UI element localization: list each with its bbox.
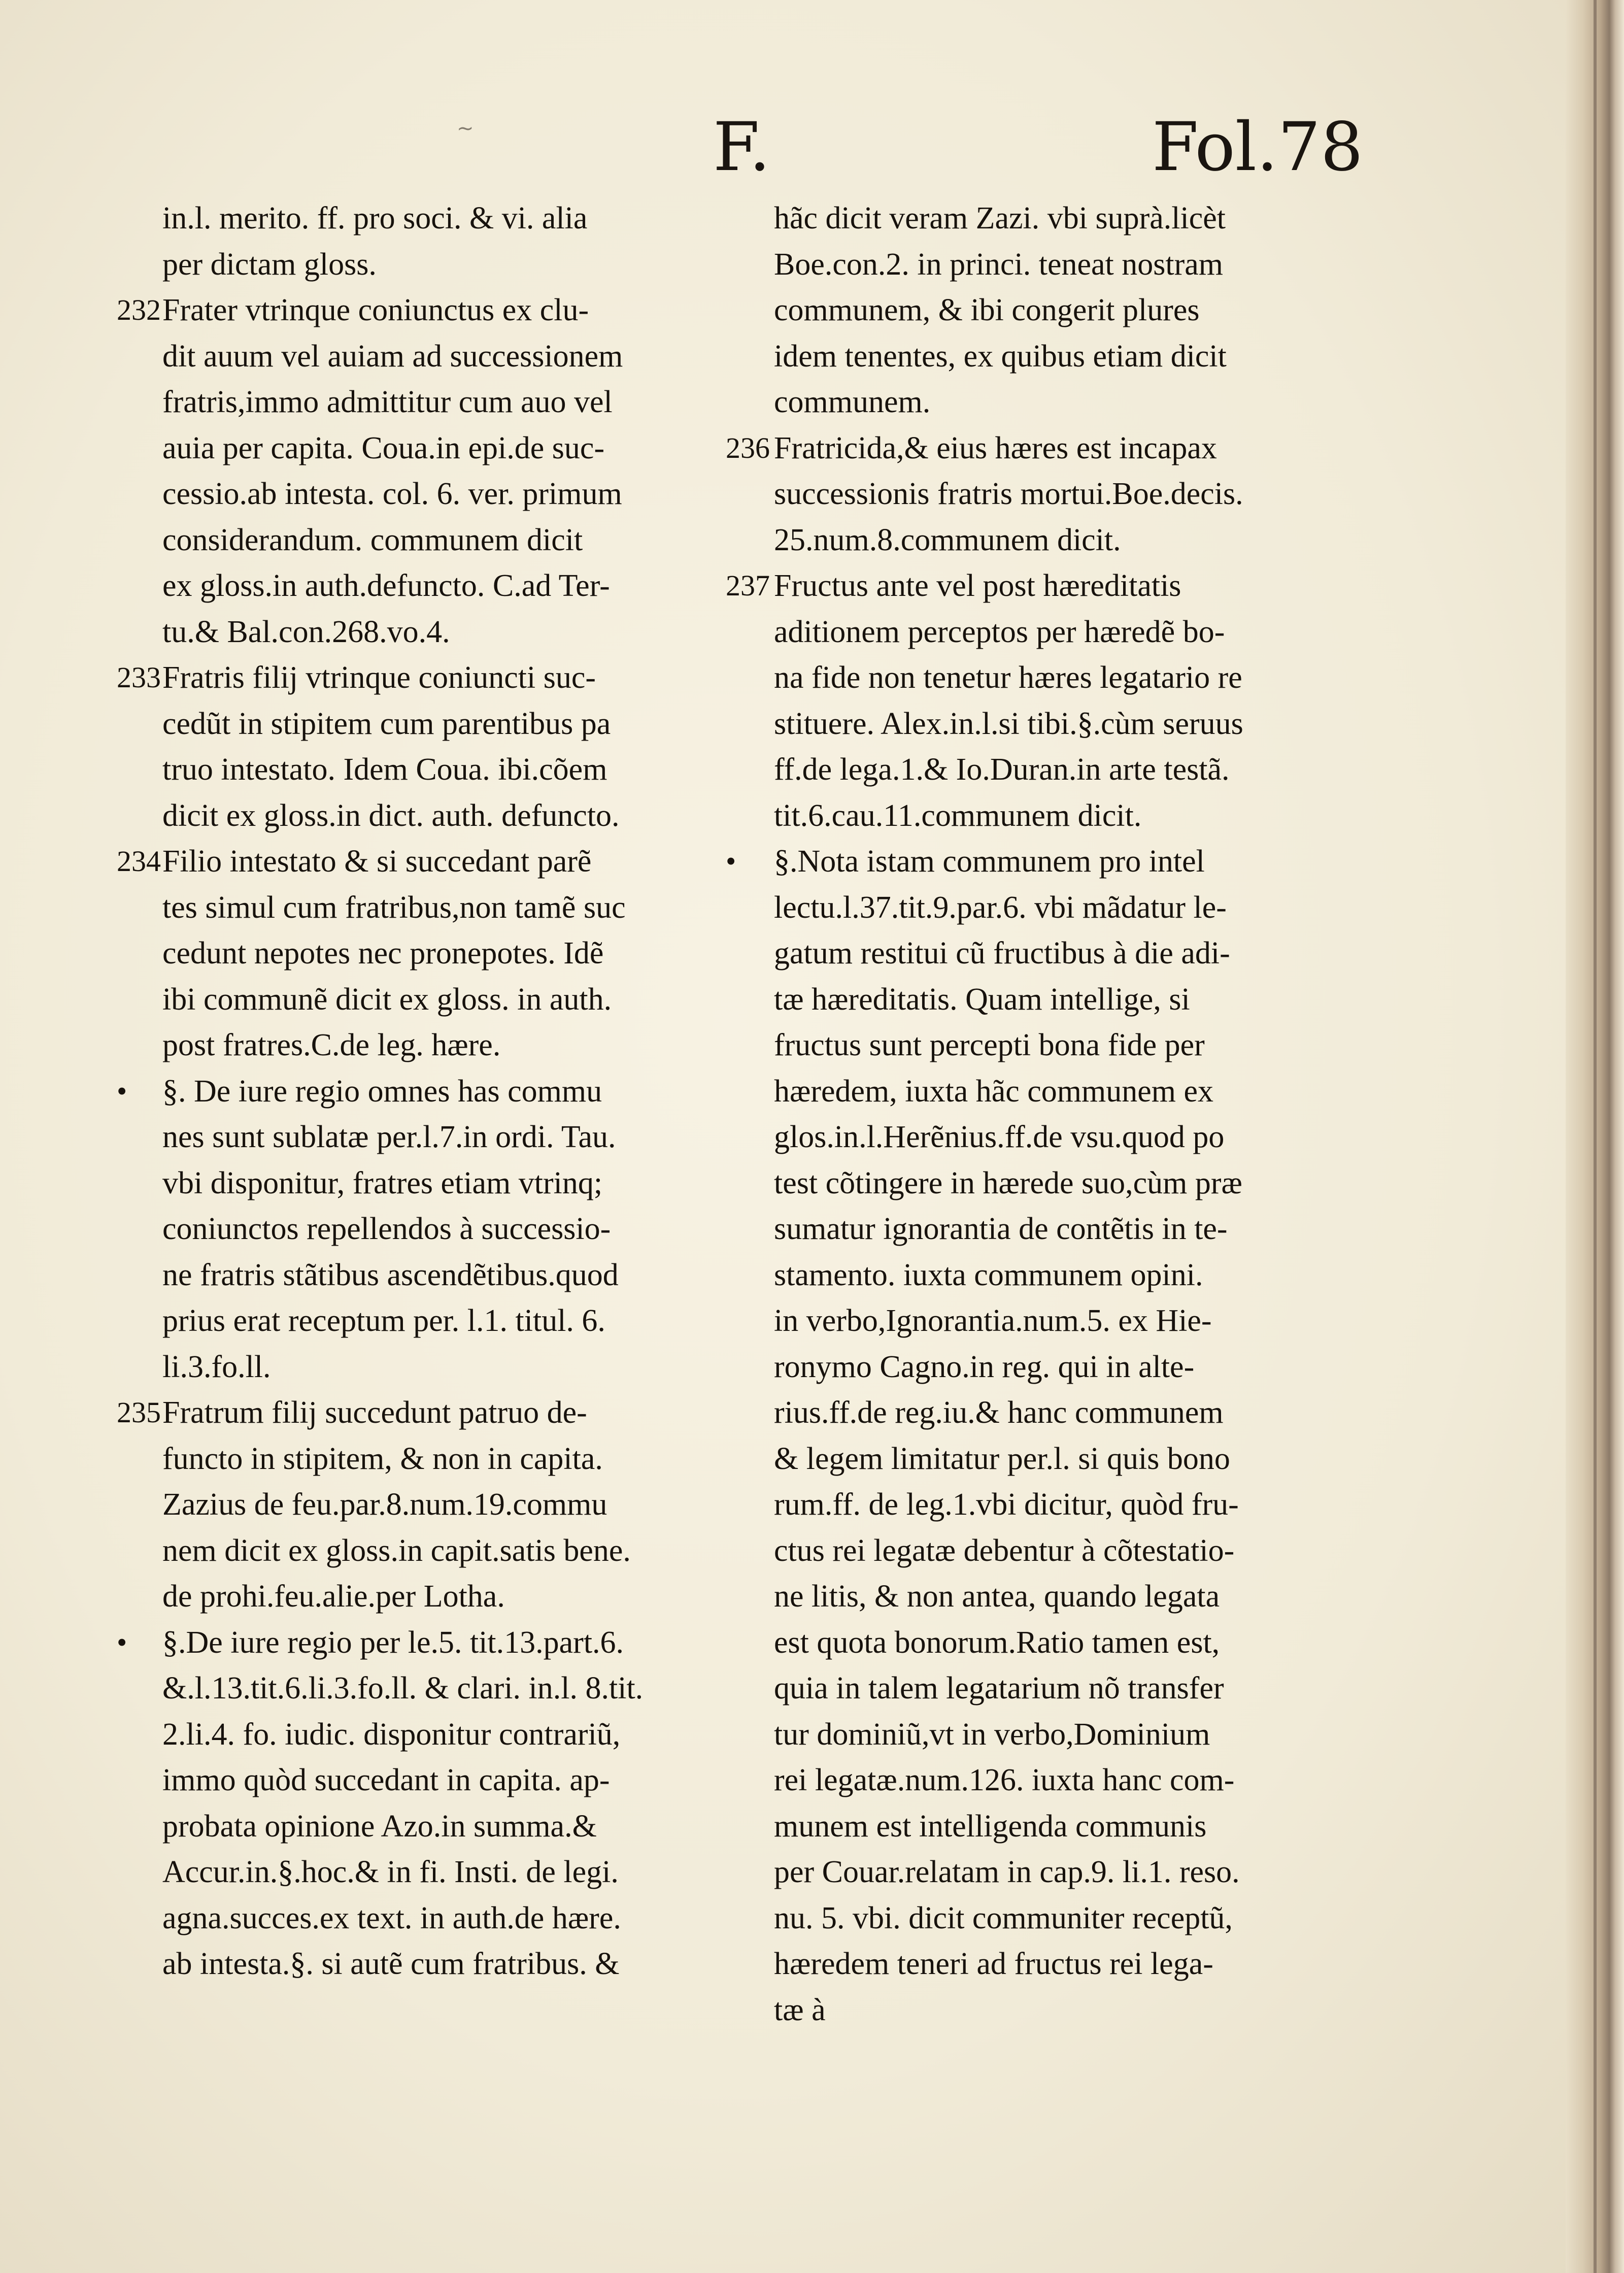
text-line: cedũt in stipitem cum parentibus pa [162, 706, 611, 741]
text-line: gatum restitui cũ fructibus à die adi- [774, 936, 1230, 971]
text-line: li.3.fo.ll. [162, 1349, 271, 1384]
entry-number: 235 [117, 1396, 161, 1429]
text-line: probata opinione Azo.in summa.& [162, 1809, 597, 1844]
text-line: ab intesta.§. si autẽ cum fratribus. & [162, 1947, 620, 1981]
text-line: nes sunt sublatæ per.l.7.in ordi. Tau. [162, 1120, 616, 1154]
text-line: stamento. iuxta communem opini. [774, 1257, 1203, 1292]
text-line: sumatur ignorantia de contẽtis in te- [774, 1212, 1228, 1246]
entry-number: 232 [117, 293, 161, 326]
text-line: lectu.l.37.tit.9.par.6. vbi mãdatur le- [774, 890, 1227, 925]
text-line: Accur.in.§.hoc.& in fi. Insti. de legi. [162, 1855, 619, 1889]
text-line: de prohi.feu.alie.per Lotha. [162, 1579, 505, 1614]
text-line: aditionem perceptos per hæredẽ bo- [774, 614, 1225, 649]
text-line: cedunt nepotes nec pronepotes. Idẽ [162, 936, 604, 971]
text-line: 2.li.4. fo. iudic. disponitur contrariũ, [162, 1717, 621, 1752]
text-line: ne fratris stãtibus ascendẽtibus.quod [162, 1257, 619, 1292]
text-line: 25.num.8.communem dicit. [774, 522, 1121, 557]
text-line: post fratres.C.de leg. hære. [162, 1028, 501, 1062]
text-line: tæ hæreditatis. Quam intellige, si [774, 982, 1190, 1017]
text-line: est quota bonorum.Ratio tamen est, [774, 1625, 1220, 1660]
bullet-marker: • [726, 845, 736, 878]
text-line: tes simul cum fratribus,non tamẽ suc [162, 890, 626, 925]
text-line: fratris,immo admittitur cum auo vel [162, 385, 613, 419]
text-line: functo in stipitem, & non in capita. [162, 1441, 603, 1476]
text-line: ctus rei legatæ debentur à cõtestatio- [774, 1533, 1235, 1568]
text-line: &.l.13.tit.6.li.3.fo.ll. & clari. in.l. 8.tit. [162, 1671, 644, 1706]
text-line: §.Nota istam communem pro intel [774, 844, 1205, 879]
text-line: Fratricida,& eius hæres est incapax [774, 430, 1217, 465]
text-line: hæredem teneri ad fructus rei lega- [774, 1947, 1213, 1981]
text-line: glos.in.l.Herẽnius.ff.de vsu.quod po [774, 1120, 1225, 1154]
text-line: §. De iure regio omnes has commu [162, 1074, 602, 1109]
text-line: na fide non tenetur hæres legatario re [774, 660, 1242, 695]
text-line: ibi communẽ dicit ex gloss. in auth. [162, 982, 612, 1017]
text-line: communem, & ibi congerit plures [774, 293, 1200, 327]
text-line: nem dicit ex gloss.in capit.satis bene. [162, 1533, 631, 1568]
text-line: Zazius de feu.par.8.num.19.commu [162, 1487, 607, 1522]
text-line: §.De iure regio per le.5. tit.13.part.6. [162, 1625, 624, 1660]
text-line: ff.de lega.1.& Io.Duran.in arte testã. [774, 752, 1230, 787]
text-line: in verbo,Ignorantia.num.5. ex Hie- [774, 1303, 1212, 1338]
text-line: successionis fratris mortui.Boe.decis. [774, 477, 1243, 511]
text-line: nu. 5. vbi. dicit communiter receptũ, [774, 1900, 1233, 1935]
entry-number: 236 [726, 431, 770, 464]
text-line: tu.& Bal.con.268.vo.4. [162, 614, 450, 649]
left-column [162, 195, 710, 1987]
entry-number: 237 [726, 569, 770, 602]
bullet-marker: • [117, 1625, 127, 1659]
text-line: communem. [774, 385, 931, 419]
text-line: tit.6.cau.11.communem dicit. [774, 798, 1142, 833]
text-line: idem tenentes, ex quibus etiam dicit [774, 339, 1227, 374]
text-line: hæredem, iuxta hãc communem ex [774, 1074, 1214, 1109]
text-line: agna.succes.ex text. in auth.de hære. [162, 1900, 621, 1935]
text-line: ne litis, & non antea, quando legata [774, 1579, 1220, 1614]
page-edge-shadow [1594, 0, 1597, 2273]
text-line: hãc dicit veram Zazi. vbi suprà.licèt [774, 201, 1226, 236]
right-column [774, 195, 1337, 2033]
text-line: munem est intelligenda communis [774, 1809, 1207, 1844]
entry-number: 233 [117, 661, 161, 694]
text-line: per dictam gloss. [162, 247, 377, 282]
text-line: prius erat receptum per. l.1. titul. 6. [162, 1303, 605, 1338]
text-line: test cõtingere in hærede suo,cùm præ [774, 1165, 1242, 1200]
signature-mark: F. [713, 108, 770, 186]
text-line: rius.ff.de reg.iu.& hanc communem [774, 1395, 1224, 1430]
text-line: vbi disponitur, fratres etiam vtrinq; [162, 1165, 603, 1200]
text-line: & legem limitatur per.l. si quis bono [774, 1441, 1230, 1476]
text-line: fructus sunt percepti bona fide per [774, 1028, 1205, 1062]
text-line: Fratris filij vtrinque coniuncti suc- [162, 660, 596, 695]
text-line: dit auum vel auiam ad successionem [162, 339, 623, 374]
text-line: Filio intestato & si succedant parẽ [162, 844, 592, 879]
text-line: ex gloss.in auth.defuncto. C.ad Ter- [162, 569, 610, 603]
text-line: rum.ff. de leg.1.vbi dicitur, quòd fru- [774, 1487, 1239, 1522]
bullet-marker: • [117, 1074, 127, 1108]
text-line: immo quòd succedant in capita. ap- [162, 1763, 610, 1797]
text-line: Boe.con.2. in princi. teneat nostram [774, 247, 1223, 282]
text-line: rei legatæ.num.126. iuxta hanc com- [774, 1763, 1235, 1797]
text-line: in.l. merito. ff. pro soci. & vi. alia [162, 201, 588, 236]
text-line: quia in talem legatarium nõ transfer [774, 1671, 1224, 1706]
text-line: Frater vtrinque coniunctus ex clu- [162, 293, 589, 327]
text-line: ronymo Cagno.in reg. qui in alte- [774, 1349, 1195, 1384]
text-line: Fructus ante vel post hæreditatis [774, 569, 1181, 603]
folio-number: Fol.78 [1152, 108, 1363, 186]
text-line: tur dominiũ,vt in verbo,Dominium [774, 1717, 1210, 1752]
text-line: dicit ex gloss.in dict. auth. defuncto. [162, 798, 620, 833]
ink-speck: ~ [457, 117, 474, 140]
text-line: tæ à [774, 1992, 826, 2027]
text-line: coniunctos repellendos à successio- [162, 1212, 611, 1246]
text-line: cessio.ab intesta. col. 6. ver. primum [162, 477, 622, 511]
text-line: truo intestato. Idem Coua. ibi.cõem [162, 752, 607, 787]
text-line: per Couar.relatam in cap.9. li.1. reso. [774, 1855, 1240, 1889]
text-line: stituere. Alex.in.l.si tibi.§.cùm seruus [774, 706, 1243, 741]
text-line: auia per capita. Coua.in epi.de suc- [162, 430, 605, 465]
text-line: considerandum. communem dicit [162, 522, 583, 557]
entry-number: 234 [117, 845, 161, 878]
text-line: Fratrum filij succedunt patruo de- [162, 1395, 587, 1430]
